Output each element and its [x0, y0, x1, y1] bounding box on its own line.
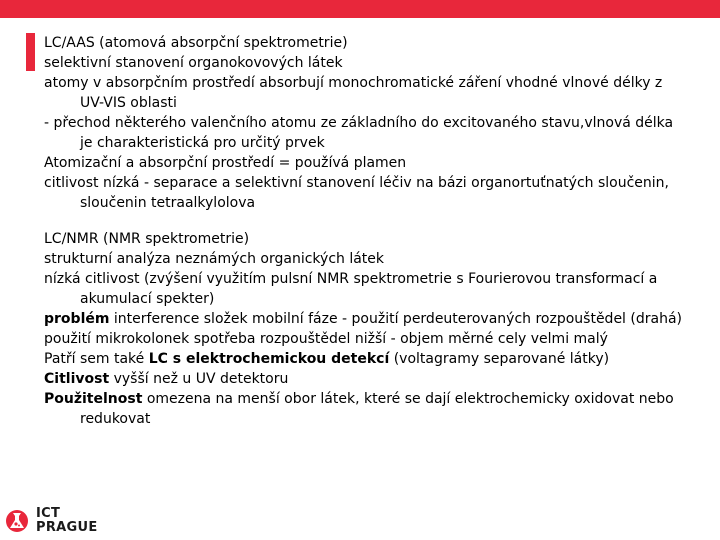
section1-line: atomy v absorpčním prostředí absorbují monochromatické záření vhodné vlnové délky z UV-VIS oblasti: [44, 75, 663, 111]
section1-line: selektivní stanovení organokovových látek: [44, 55, 343, 71]
section2-title: LC/NMR (NMR spektrometrie): [44, 231, 250, 247]
section2-line: [44, 309, 684, 329]
ict-prague-logo: [4, 504, 114, 538]
bold-term: problém: [44, 311, 110, 327]
section-spacer: [44, 213, 684, 229]
section1-title: LC/AAS (atomová absorpční spektrometrie): [44, 35, 348, 51]
flask-logo-icon: [4, 507, 30, 533]
top-accent-bar: [0, 0, 720, 18]
section2-line: strukturní analýza neznámých organických látek: [44, 251, 385, 267]
section2-line: nízká citlivost (zvýšení využitím pulsní NMR spektrometrie s Fourierovou transformací a akumulací spekter): [44, 271, 658, 307]
title-accent-marker: [26, 33, 35, 71]
logo-line1: ICT: [36, 506, 61, 521]
section2-line: [44, 369, 684, 389]
section1-line: Atomizační a absorpční prostředí = používá plamen: [44, 155, 407, 171]
section2-line: [44, 349, 684, 369]
logo-line2: PRAGUE: [36, 520, 98, 535]
bold-term: Použitelnost: [44, 391, 143, 407]
bold-term: LC s elektrochemickou detekcí: [148, 351, 390, 367]
section1-line: - přechod některého valenčního atomu ze základního do excitovaného stavu,vlnová délka je charakteristická pro určitý prvek: [44, 115, 674, 151]
line-text: (voltagramy separované látky): [389, 351, 610, 367]
line-text: vyšší než u UV detektoru: [109, 371, 289, 387]
section2-line: [44, 389, 684, 429]
logo-text: [36, 507, 98, 535]
slide-body: [44, 33, 684, 429]
section2-line: použití mikrokolonek spotřeba rozpouštědel nižší - objem měrné cely velmi malý: [44, 331, 608, 347]
section1-line: citlivost nízká - separace a selektivní stanovení léčiv na bázi organortuťnatých sloučenin, sloučenin tetraalkylolova: [44, 175, 669, 211]
line-text: omezena na menší obor látek, které se dají elektrochemicky oxidovat nebo redukovat: [80, 391, 674, 427]
bold-term: Citlivost: [44, 371, 110, 387]
line-text: interference složek mobilní fáze - použití perdeuterovaných rozpouštědel (drahá): [109, 311, 682, 327]
line-text: Patří sem také: [44, 351, 149, 367]
